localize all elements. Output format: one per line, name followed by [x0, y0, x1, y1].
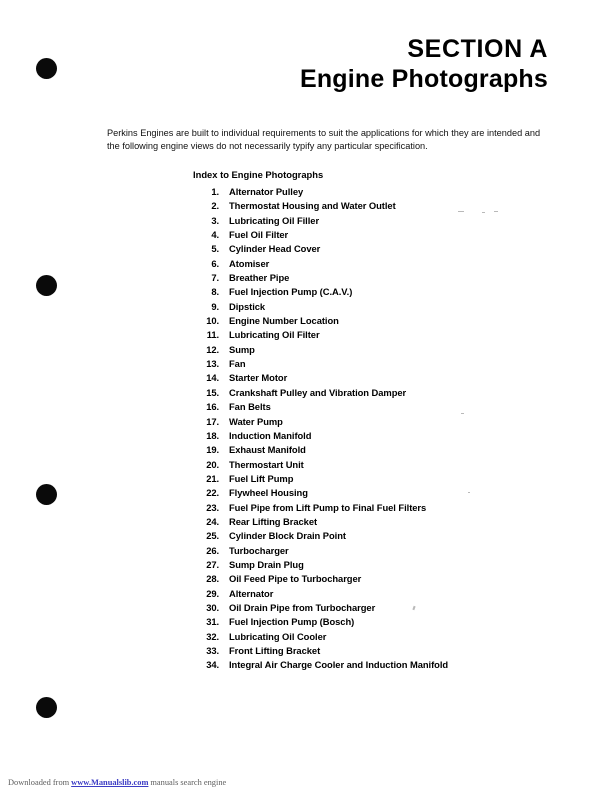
footer-attribution — [8, 777, 226, 788]
list-item — [193, 242, 493, 256]
list-item — [193, 314, 493, 328]
list-item — [193, 630, 493, 644]
intro-paragraph: Perkins Engines are built to individual requirements to suit the applications for which they are intended and the following engine views do not necessarily typify any particular specification. — [107, 128, 541, 152]
list-item — [193, 214, 493, 228]
list-item — [193, 486, 493, 500]
list-item-label: Alternator — [229, 587, 274, 599]
list-item — [193, 515, 493, 529]
list-item-number: 11. — [206, 329, 219, 341]
list-item-label: Sump Drain Plug — [229, 558, 304, 570]
list-item — [193, 601, 493, 615]
list-item — [193, 271, 493, 285]
scan-artifact — [468, 492, 470, 493]
list-item-number: 17. — [206, 415, 219, 427]
list-item-label: Dipstick — [229, 300, 266, 312]
list-item — [193, 415, 493, 429]
list-item — [193, 472, 493, 486]
binder-hole-icon — [36, 58, 57, 79]
scan-artifact — [482, 212, 485, 213]
list-item-number: 4. — [211, 229, 219, 241]
list-item — [193, 458, 493, 472]
list-item-label: Fan — [229, 358, 246, 370]
list-item — [193, 658, 493, 672]
list-item — [193, 199, 493, 213]
list-item-number: 13. — [206, 358, 219, 370]
list-item-label: Front Lifting Bracket — [229, 645, 321, 656]
list-item-label: Thermostat Housing and Water Outlet — [229, 200, 396, 212]
list-item-number: 10. — [206, 315, 219, 327]
list-item-label: Alternator Pulley — [229, 186, 304, 197]
list-item-number: 32. — [206, 630, 219, 642]
list-item-number: 16. — [206, 401, 219, 413]
scan-artifact — [494, 211, 498, 212]
list-item-label: Crankshaft Pulley and Vibration Damper — [229, 386, 407, 398]
list-item-number: 21. — [206, 472, 219, 484]
list-item — [193, 400, 493, 414]
list-item-label: Lubricating Oil Cooler — [229, 630, 327, 642]
list-item-label: Fuel Oil Filter — [229, 229, 289, 241]
list-item-label: Oil Feed Pipe to Turbocharger — [229, 573, 362, 585]
list-item-label: Rear Lifting Bracket — [229, 515, 318, 527]
list-item-number: 12. — [206, 343, 219, 355]
index-list — [193, 185, 493, 673]
list-item-number: 19. — [206, 444, 219, 456]
list-item-number: 28. — [206, 573, 219, 585]
list-item — [193, 343, 493, 357]
list-item-label: Sump — [229, 343, 255, 355]
list-item-number: 26. — [206, 544, 219, 556]
list-item-number: 20. — [206, 458, 219, 470]
list-item-label: Fuel Pipe from Lift Pump to Final Fuel Filters — [229, 501, 427, 513]
list-item-number: 3. — [211, 214, 219, 226]
list-item-label: Integral Air Charge Cooler and Induction Manifold — [229, 659, 449, 671]
list-item-label: Oil Drain Pipe from Turbocharger — [229, 601, 376, 613]
list-item-number: 7. — [211, 272, 219, 284]
binder-hole-icon — [36, 484, 57, 505]
binder-hole-icon — [36, 275, 57, 296]
list-item-number: 6. — [211, 257, 219, 269]
footer-suffix: manuals search engine — [150, 778, 227, 787]
list-item-label: Fan Belts — [229, 401, 271, 413]
list-item-number: 5. — [211, 243, 219, 255]
list-item — [193, 300, 493, 314]
list-item — [193, 285, 493, 299]
list-item-label: Water Pump — [229, 415, 283, 427]
list-item — [193, 544, 493, 558]
list-item-number: 29. — [206, 587, 219, 599]
list-item — [193, 257, 493, 271]
list-item-label: Induction Manifold — [229, 429, 312, 441]
list-item-label: Lubricating Oil Filler — [229, 214, 320, 226]
list-item — [193, 228, 493, 242]
page-title-block — [300, 34, 548, 94]
manualslib-link[interactable]: www.Manualslib.com — [71, 778, 149, 787]
list-item-number: 22. — [206, 487, 219, 499]
list-item-number: 2. — [211, 200, 219, 212]
list-item — [193, 443, 493, 457]
list-item-number: 9. — [211, 300, 219, 312]
list-item-label: Fuel Injection Pump (C.A.V.) — [229, 286, 353, 298]
list-item-label: Lubricating Oil Filter — [229, 329, 320, 341]
list-item-number: 24. — [206, 515, 219, 527]
index-section — [193, 168, 493, 673]
list-item-label: Breather Pipe — [229, 272, 290, 284]
list-item — [193, 328, 493, 342]
list-item — [193, 558, 493, 572]
list-item — [193, 185, 493, 199]
index-heading: Index to Engine Photographs — [193, 169, 324, 180]
list-item — [193, 644, 493, 658]
list-item-label: Flywheel Housing — [229, 487, 308, 499]
list-item-number: 34. — [206, 659, 219, 671]
list-item-number: 27. — [206, 558, 219, 570]
section-subtitle: Engine Photographs — [299, 65, 548, 93]
scan-artifact — [458, 211, 464, 212]
list-item-number: 8. — [211, 286, 219, 298]
list-item-label: Cylinder Block Drain Point — [229, 530, 346, 542]
list-item-label: Fuel Lift Pump — [229, 472, 294, 484]
list-item-number: 18. — [206, 429, 219, 441]
list-item — [193, 572, 493, 586]
list-item-number: 1. — [211, 186, 219, 197]
list-item-label: Turbocharger — [229, 544, 289, 556]
scan-artifact — [461, 413, 464, 414]
list-item-number: 14. — [206, 372, 219, 384]
list-item-number: 23. — [206, 501, 219, 513]
list-item — [193, 371, 493, 385]
list-item-number: 25. — [206, 530, 219, 542]
list-item — [193, 386, 493, 400]
binder-hole-icon — [36, 697, 57, 718]
list-item-label: Engine Number Location — [229, 315, 339, 327]
list-item — [193, 357, 493, 371]
list-item — [193, 501, 493, 515]
list-item-number: 31. — [206, 616, 219, 628]
section-title: SECTION A — [407, 35, 548, 63]
list-item — [193, 587, 493, 601]
footer-prefix: Downloaded from — [8, 778, 70, 787]
list-item-number: 33. — [206, 645, 219, 656]
list-item-label: Fuel Injection Pump (Bosch) — [229, 616, 355, 628]
list-item — [193, 529, 493, 543]
list-item — [193, 429, 493, 443]
list-item — [193, 615, 493, 629]
list-item-number: 30. — [206, 601, 219, 613]
list-item-label: Starter Motor — [229, 372, 288, 384]
list-item-label: Atomiser — [229, 257, 270, 269]
list-item-label: Thermostart Unit — [229, 458, 304, 470]
list-item-label: Cylinder Head Cover — [229, 243, 321, 255]
list-item-number: 15. — [206, 386, 219, 398]
list-item-label: Exhaust Manifold — [229, 444, 306, 456]
